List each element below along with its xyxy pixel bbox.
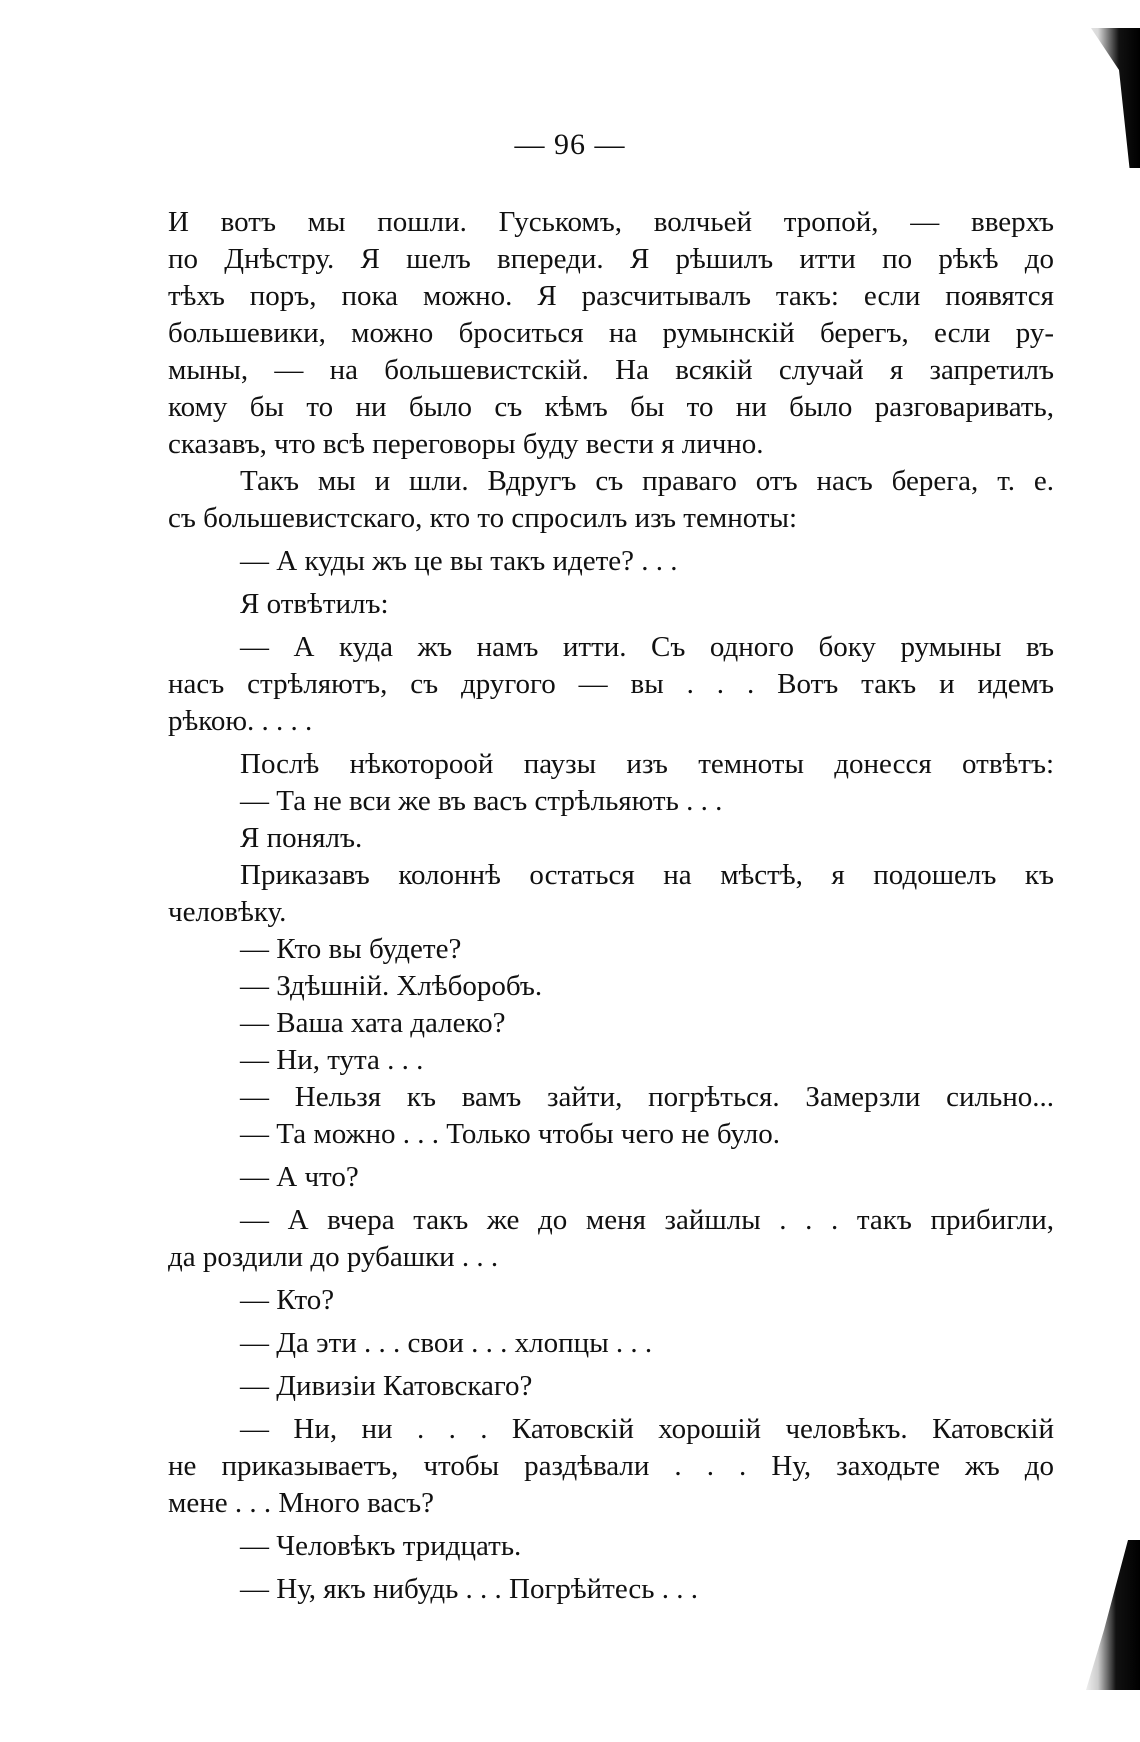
text-line: — Да эти . . . свои . . . хлопцы . . .	[240, 1327, 653, 1359]
text-line: — Ваша хата далеко?	[240, 1007, 506, 1039]
text-line: рѣкою. . . . .	[168, 705, 313, 737]
text-line: не приказываетъ, чтобы раздѣвали . . . Ну, заходьте жъ до	[168, 1450, 1054, 1482]
text-line: мене . . . Много васъ?	[168, 1487, 435, 1519]
text-line: Я отвѣтилъ:	[240, 588, 389, 620]
text-line: — А что?	[240, 1161, 359, 1193]
text-line: — Человѣкъ тридцать.	[240, 1530, 522, 1562]
text-line: кому бы то ни было съ кѣмъ бы то ни было разговаривать,	[168, 391, 1054, 423]
text-line: — Та можно . . . Только чтобы чего не було.	[240, 1118, 780, 1150]
text-line: — Здѣшній. Хлѣборобъ.	[240, 970, 543, 1002]
text-line: Приказавъ колоннѣ остаться на мѣстѣ, я подошелъ къ	[240, 859, 1054, 891]
text-line: мыны, — на большевистскій. На всякій случай я запретилъ	[168, 354, 1054, 386]
scan-edge-shadow	[1080, 1540, 1140, 1690]
text-line: большевики, можно броситься на румынскій берегъ, если ру-	[168, 317, 1054, 349]
body-text	[168, 204, 1054, 1608]
text-line: И вотъ мы пошли. Гуськомъ, волчьей тропой, — вверхъ	[168, 206, 1054, 238]
text-line: насъ стрѣляютъ, съ другого — вы . . . Вотъ такъ и идемъ	[168, 668, 1054, 700]
text-line: — Та не вси же въ васъ стрѣльяють . . .	[240, 785, 723, 817]
text-line: — А куда жъ намъ итти. Съ одного боку румыны въ	[240, 631, 1054, 663]
text-line: сказавъ, что всѣ переговоры буду вести я лично.	[168, 428, 764, 460]
text-line: — Ни, тута . . .	[240, 1044, 424, 1076]
text-line: съ большевистскаго, кто то спросилъ изъ темноты:	[168, 502, 798, 534]
text-line: человѣку.	[168, 896, 287, 928]
text-line: да роздили до рубашки . . .	[168, 1241, 499, 1273]
text-line: — А куды жъ це вы такъ идете? . . .	[240, 545, 678, 577]
text-line: — Ну, якъ нибудь . . . Погрѣйтесь . . .	[240, 1573, 699, 1605]
text-line: Послѣ нѣкотороой паузы изъ темноты донесся отвѣтъ:	[240, 748, 1054, 780]
text-line: — Кто вы будете?	[240, 933, 462, 965]
text-line: — А вчера такъ же до меня зайшлы . . . такъ прибигли,	[240, 1204, 1054, 1236]
text-line: по Днѣстру. Я шелъ впереди. Я рѣшилъ итти по рѣкѣ до	[168, 243, 1054, 275]
text-line: Я понялъ.	[240, 822, 363, 854]
page-number: — 96 —	[514, 128, 626, 161]
text-line: — Ни, ни . . . Катовскій хорошій человѣкъ. Катовскій	[240, 1413, 1054, 1445]
text-line: Такъ мы и шли. Вдругъ съ праваго отъ насъ берега, т. е.	[240, 465, 1054, 497]
text-line: — Дивизіи Катовскаго?	[240, 1370, 533, 1402]
text-line: тѣхъ поръ, пока можно. Я разсчитывалъ такъ: если появятся	[168, 280, 1054, 312]
text-line: — Нельзя къ вамъ зайти, погрѣться. Замерзли сильно...	[240, 1081, 1054, 1113]
text-line: — Кто?	[240, 1284, 335, 1316]
